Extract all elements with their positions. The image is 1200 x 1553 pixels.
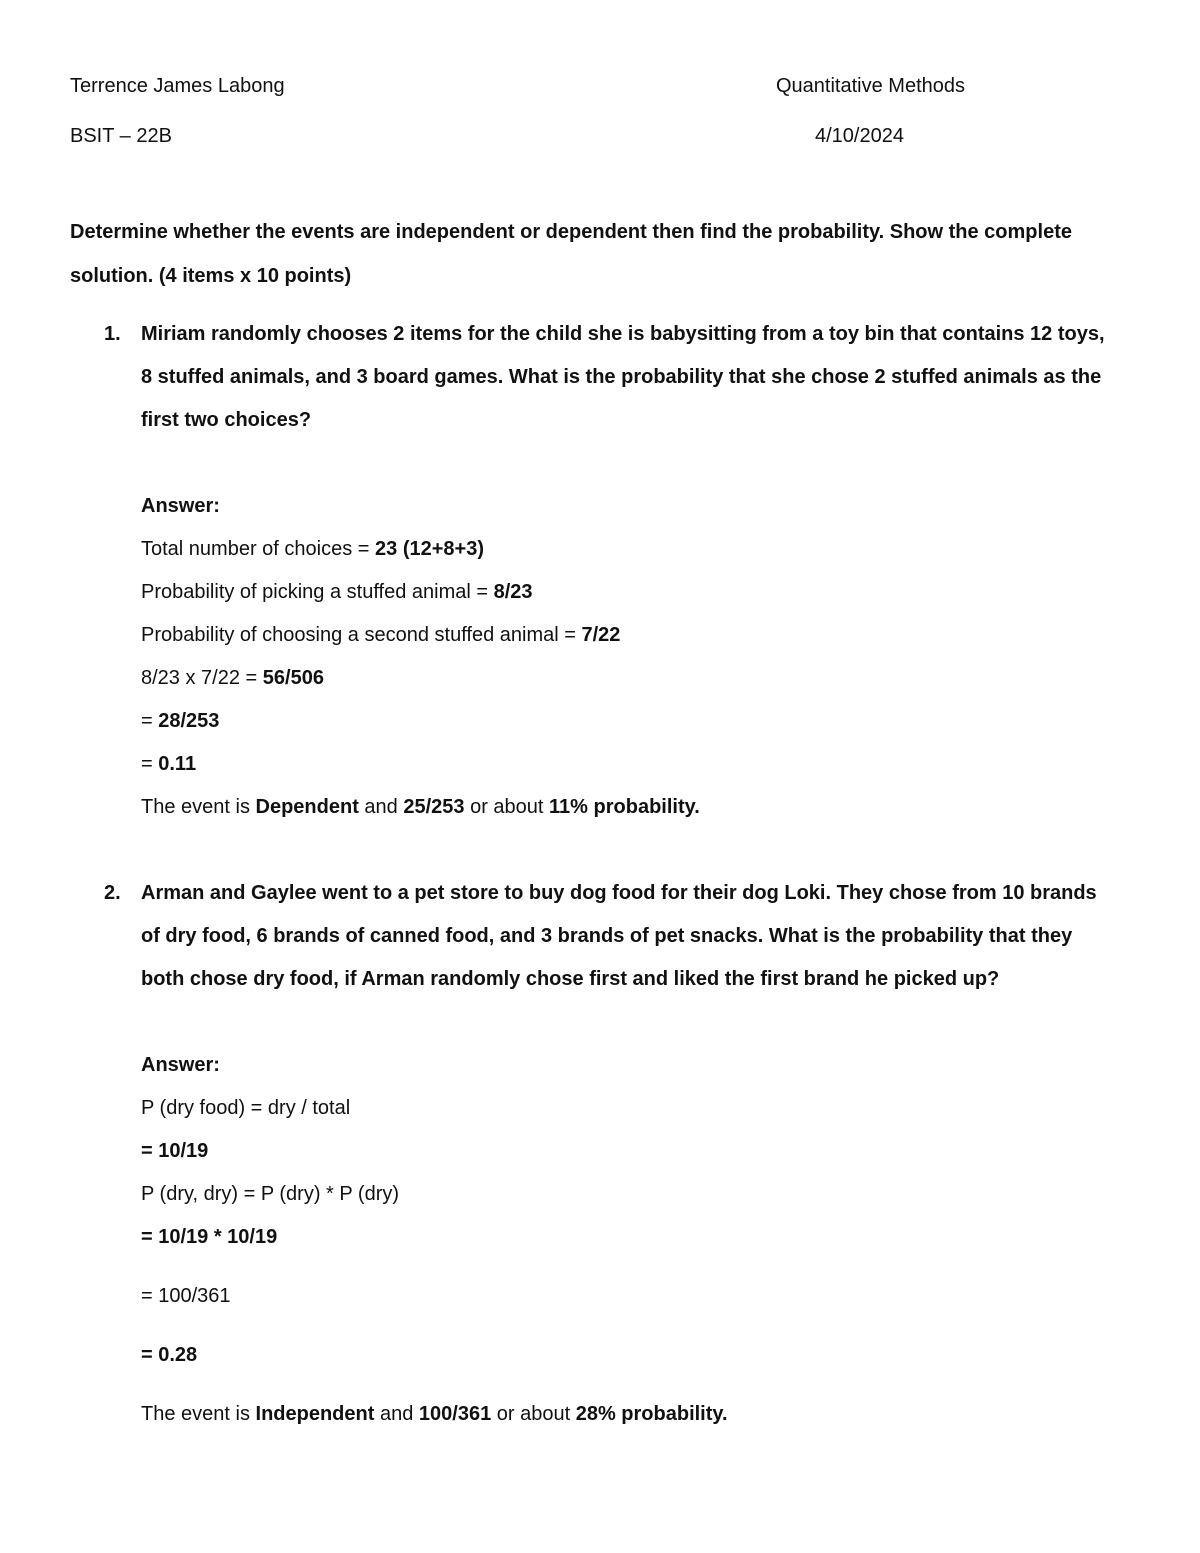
question-2-answer-label: Answer:: [141, 1054, 220, 1076]
q1-step-first-pick: [141, 580, 533, 604]
question-2-line-3: both chose dry food, if Arman randomly chose first and liked the first brand he picked up?: [141, 968, 1000, 990]
q2-conclusion-or-about: or about: [491, 1403, 576, 1425]
q1-step-total-choices: [141, 537, 484, 561]
q1-step-2-text: Probability of picking a stuffed animal =: [141, 581, 494, 603]
question-1-line-1: Miriam randomly chooses 2 items for the child she is babysitting from a toy bin that contains 12 toys,: [141, 323, 1105, 345]
q1-conclusion-fraction: 25/253: [403, 796, 465, 818]
q2-step-2: = 10/19: [141, 1140, 209, 1162]
q1-conclusion-and: and: [358, 796, 404, 818]
q1-step-4-text: 8/23 x 7/22 =: [141, 667, 263, 689]
q2-conclusion-prefix: The event is: [141, 1403, 256, 1425]
q1-conclusion-type: Dependent: [255, 796, 359, 818]
q1-conclusion-or-about: or about: [464, 796, 550, 818]
q1-step-second-pick: [141, 623, 620, 647]
q1-step-3-value: 7/22: [581, 624, 621, 646]
q2-conclusion-and: and: [374, 1403, 419, 1425]
q1-step-1-value: 23 (12+8+3): [375, 538, 484, 560]
q1-step-simplified: [141, 709, 219, 733]
q2-step-6: = 0.28: [141, 1344, 198, 1366]
question-2-line-2: of dry food, 6 brands of canned food, and 3 brands of pet snacks. What is the probability that they: [141, 925, 1073, 947]
q1-step-product: [141, 666, 324, 690]
course-name: Quantitative Methods: [776, 75, 965, 97]
q1-step-2-value: 8/23: [493, 581, 533, 603]
q2-conclusion-fraction: 100/361: [418, 1403, 492, 1425]
q2-step-5: = 100/361: [141, 1285, 231, 1307]
question-1-line-2: 8 stuffed animals, and 3 board games. What is the probability that she chose 2 stuffed animals as the: [141, 366, 1102, 388]
question-1-line-3: first two choices?: [141, 409, 312, 431]
date: 4/10/2024: [815, 125, 904, 147]
q2-step-3: P (dry, dry) = P (dry) * P (dry): [141, 1183, 400, 1205]
q2-conclusion: [141, 1402, 728, 1426]
q2-conclusion-percent: 28% probability.: [575, 1403, 728, 1425]
q2-conclusion-type: Independent: [255, 1403, 375, 1425]
q1-step-5-text: =: [141, 710, 159, 732]
q2-step-4: = 10/19 * 10/19: [141, 1226, 278, 1248]
question-1-answer-label: Answer:: [141, 495, 220, 517]
q1-step-5-value: 28/253: [158, 710, 220, 732]
q1-conclusion-prefix: The event is: [141, 796, 256, 818]
q1-step-6-text: =: [141, 753, 159, 775]
q1-step-1-text: Total number of choices =: [141, 538, 376, 560]
instructions-line-1: Determine whether the events are independent or dependent then find the probability. Show the complete: [70, 221, 1072, 243]
instructions-line-2: solution. (4 items x 10 points): [70, 265, 352, 287]
q1-step-6-value: 0.11: [158, 753, 197, 775]
student-name: Terrence James Labong: [70, 75, 285, 97]
q1-step-4-value: 56/506: [262, 667, 324, 689]
question-1-number: 1.: [104, 323, 121, 345]
q2-step-1: P (dry food) = dry / total: [141, 1097, 351, 1119]
question-2-line-1: Arman and Gaylee went to a pet store to buy dog food for their dog Loki. They chose from 10 brands: [141, 882, 1097, 904]
section: BSIT – 22B: [70, 125, 172, 147]
q1-step-3-text: Probability of choosing a second stuffed animal =: [141, 624, 582, 646]
q1-step-decimal: [141, 752, 196, 776]
q1-conclusion: [141, 795, 700, 819]
q1-conclusion-percent: 11% probability.: [549, 796, 700, 818]
question-2-number: 2.: [104, 882, 121, 904]
